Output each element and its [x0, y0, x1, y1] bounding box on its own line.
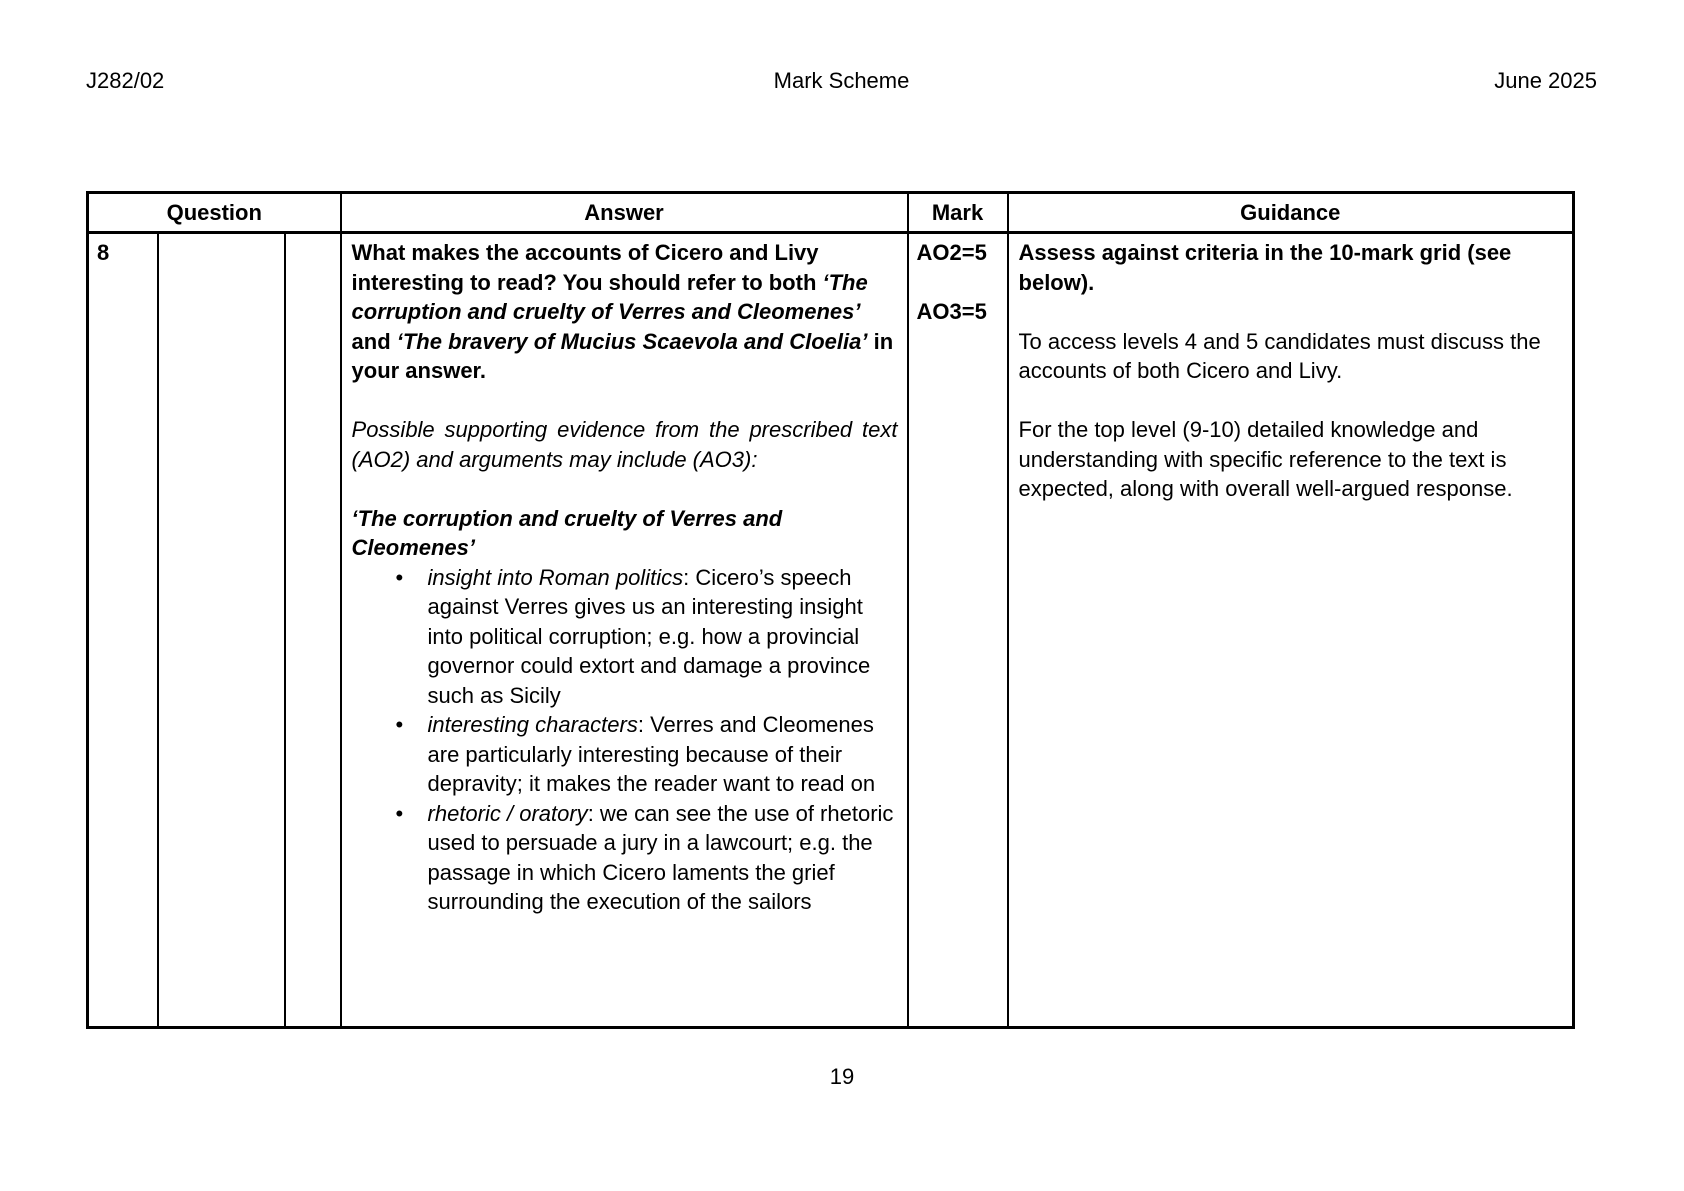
bullet-item-1 [352, 563, 898, 711]
bullet-icon: • [395, 564, 404, 590]
bullet-icon: • [395, 712, 404, 737]
mark-ao2: AO2=5 [916, 240, 987, 265]
guidance-paragraph-2: To access levels 4 and 5 candidates must discuss the accounts of both Cicero and Livy. [1018, 328, 1541, 383]
bullet-1-rest: : Cicero’s speech against Verres gives us an interesting insight into political corruption; e.g. how a provincial governor could extort and damage a province such as Sicily [427, 564, 871, 708]
prompt-text-1: What makes the accounts of Cicero and Livy interesting to read? You should refer to both [351, 240, 823, 295]
page-footer [0, 1062, 1684, 1092]
bullet-2-rest: : Verres and Cleomenes are particularly interesting because of their depravity; it makes the reader want to read on [427, 712, 876, 796]
guidance-paragraph-1: Assess against criteria in the 10-mark grid (see below). [1018, 240, 1512, 295]
exam-session: June 2025 [1494, 68, 1597, 93]
table-header-row [88, 193, 1574, 233]
column-header-question: Question [88, 193, 341, 233]
question-subpart-cell [285, 233, 341, 1028]
page-number: 19 [829, 1064, 855, 1089]
question-part-cell [158, 233, 285, 1028]
guidance-paragraph-3: For the top level (9-10) detailed knowledge and understanding with specific reference to the text is expected, along with overall well-argued response. [1018, 417, 1513, 501]
mark-ao3: AO3=5 [916, 299, 987, 324]
prompt-title-1: ‘The corruption and cruelty of Verres and Cleomenes’ [351, 269, 868, 324]
bullet-3-rest: : we can see the use of rhetoric used to persuade a jury in a lawcourt; e.g. the passage in which Cicero laments the grief surrounding the execution of the sailors [427, 800, 894, 914]
evidence-intro: Possible supporting evidence from the prescribed text (AO2) and arguments may include (AO3): [351, 417, 898, 472]
question-prompt [352, 238, 898, 386]
answer-cell [341, 233, 908, 1028]
question-row [88, 233, 1574, 1028]
exam-code: J282/02 [86, 68, 165, 93]
mark-scheme-table [86, 191, 1575, 1029]
guidance-cell [1008, 233, 1574, 1028]
mark-cell [908, 233, 1008, 1028]
document-header [86, 66, 1597, 96]
bullet-icon: • [395, 800, 404, 826]
section-heading: ‘The corruption and cruelty of Verres and Cleomenes’ [351, 505, 783, 560]
evidence-bullet-list [352, 563, 898, 917]
prompt-title-2: ‘The bravery of Mucius Scaevola and Cloelia’ [396, 328, 868, 354]
bullet-2-lead: interesting characters [427, 712, 638, 737]
prompt-text-3: in your answer. [351, 328, 894, 383]
column-header-answer: Answer [341, 193, 908, 233]
bullet-1-lead: insight into Roman politics [427, 564, 684, 590]
bullet-3-lead: rhetoric / oratory [427, 800, 588, 826]
column-header-guidance: Guidance [1008, 193, 1574, 233]
column-header-mark: Mark [908, 193, 1008, 233]
question-number-cell: 8 [88, 233, 158, 1028]
prompt-text-2: and [351, 328, 397, 354]
bullet-item-2 [352, 710, 898, 799]
document-title: Mark Scheme [773, 68, 910, 93]
bullet-item-3 [352, 799, 898, 917]
